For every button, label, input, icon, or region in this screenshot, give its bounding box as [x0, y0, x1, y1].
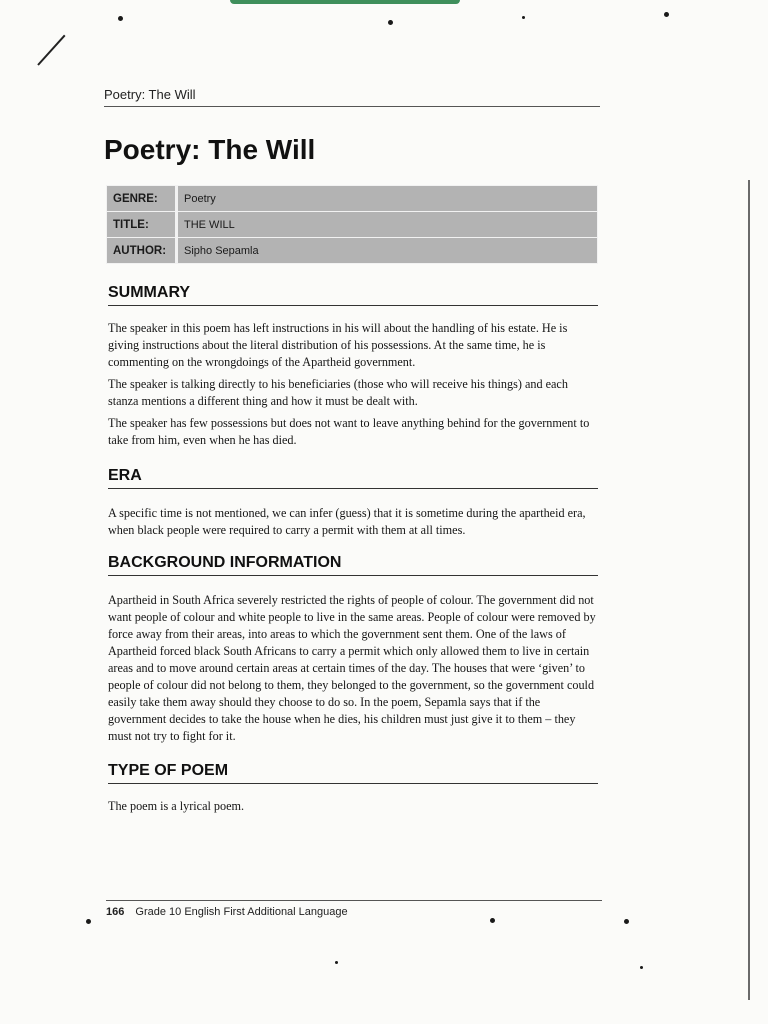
- scan-speck: [86, 919, 91, 924]
- paragraph: The speaker is talking directly to his beneficiaries (those who will receive his things) and each stanza mentions a different thing and how it must be dealt with.: [108, 377, 568, 408]
- info-label: GENRE:: [107, 186, 177, 212]
- info-row-author: [107, 238, 598, 264]
- page-title: Poetry: The Will: [104, 134, 316, 165]
- page-number: 166: [106, 906, 125, 918]
- section-heading-type-of-poem: TYPE OF POEM: [108, 762, 598, 784]
- paragraph: A specific time is not mentioned, we can infer (guess) that it is sometime during the apartheid era, when black people were required to carry a permit with them at all times.: [108, 506, 586, 537]
- poem-info-table: [106, 185, 598, 264]
- scan-speck: [640, 966, 643, 969]
- scan-speck: [118, 16, 123, 21]
- info-label: TITLE:: [107, 212, 177, 238]
- running-header: Poetry: The Will: [104, 87, 600, 107]
- info-value: Poetry: [177, 186, 598, 212]
- section-heading-era: ERA: [108, 467, 598, 489]
- page-footer: [106, 906, 348, 918]
- info-row-title: [107, 212, 598, 238]
- scan-speck: [664, 12, 669, 17]
- paragraph: The poem is a lyrical poem.: [108, 799, 245, 813]
- book-title: Grade 10 English First Additional Language: [135, 906, 348, 918]
- scan-speck: [490, 918, 495, 923]
- scan-edge-mark: [230, 0, 460, 4]
- paragraph: The speaker in this poem has left instructions in his will about the handling of his estate. He is giving instructions about the literal distribution of his possessions. At the same time, he is commenting on the wrongdoings of the Apartheid government.: [108, 321, 568, 369]
- section-heading-summary: SUMMARY: [108, 284, 598, 306]
- page-edge-shadow: [748, 180, 750, 1000]
- section-body-background: [108, 592, 600, 750]
- scan-speck: [335, 961, 338, 964]
- pen-stroke-mark: [37, 35, 65, 66]
- paragraph: The speaker has few possessions but does not want to leave anything behind for the government to take from him, even when he has died.: [108, 416, 590, 447]
- scan-speck: [522, 16, 525, 19]
- scan-speck: [388, 20, 393, 25]
- info-label: AUTHOR:: [107, 238, 177, 264]
- info-value: THE WILL: [177, 212, 598, 238]
- info-row-genre: [107, 186, 598, 212]
- footer-rule: [106, 900, 602, 901]
- section-body-type-of-poem: [108, 798, 600, 820]
- section-body-summary: [108, 320, 600, 454]
- scan-speck: [624, 919, 629, 924]
- paragraph: Apartheid in South Africa severely restricted the rights of people of colour. The government did not want people of colour and white people to live in the same areas. People of colour were removed by force away from their areas, into areas to which the government sent them. One of the laws of Apartheid forced black South Africans to carry a permit which only allowed them to live in certain areas and to move around certain areas at certain times of the day. The houses that were ‘given’ to people of colour did not belong to them, they belonged to the government, so the government could easily take them away should they choose to do so. In the poem, Sepamla says that if the government decides to take the house when he dies, his children must just give it to them – they must not try to fight for it.: [108, 593, 596, 743]
- section-heading-background: BACKGROUND INFORMATION: [108, 554, 598, 576]
- section-body-era: [108, 505, 600, 544]
- info-value: Sipho Sepamla: [177, 238, 598, 264]
